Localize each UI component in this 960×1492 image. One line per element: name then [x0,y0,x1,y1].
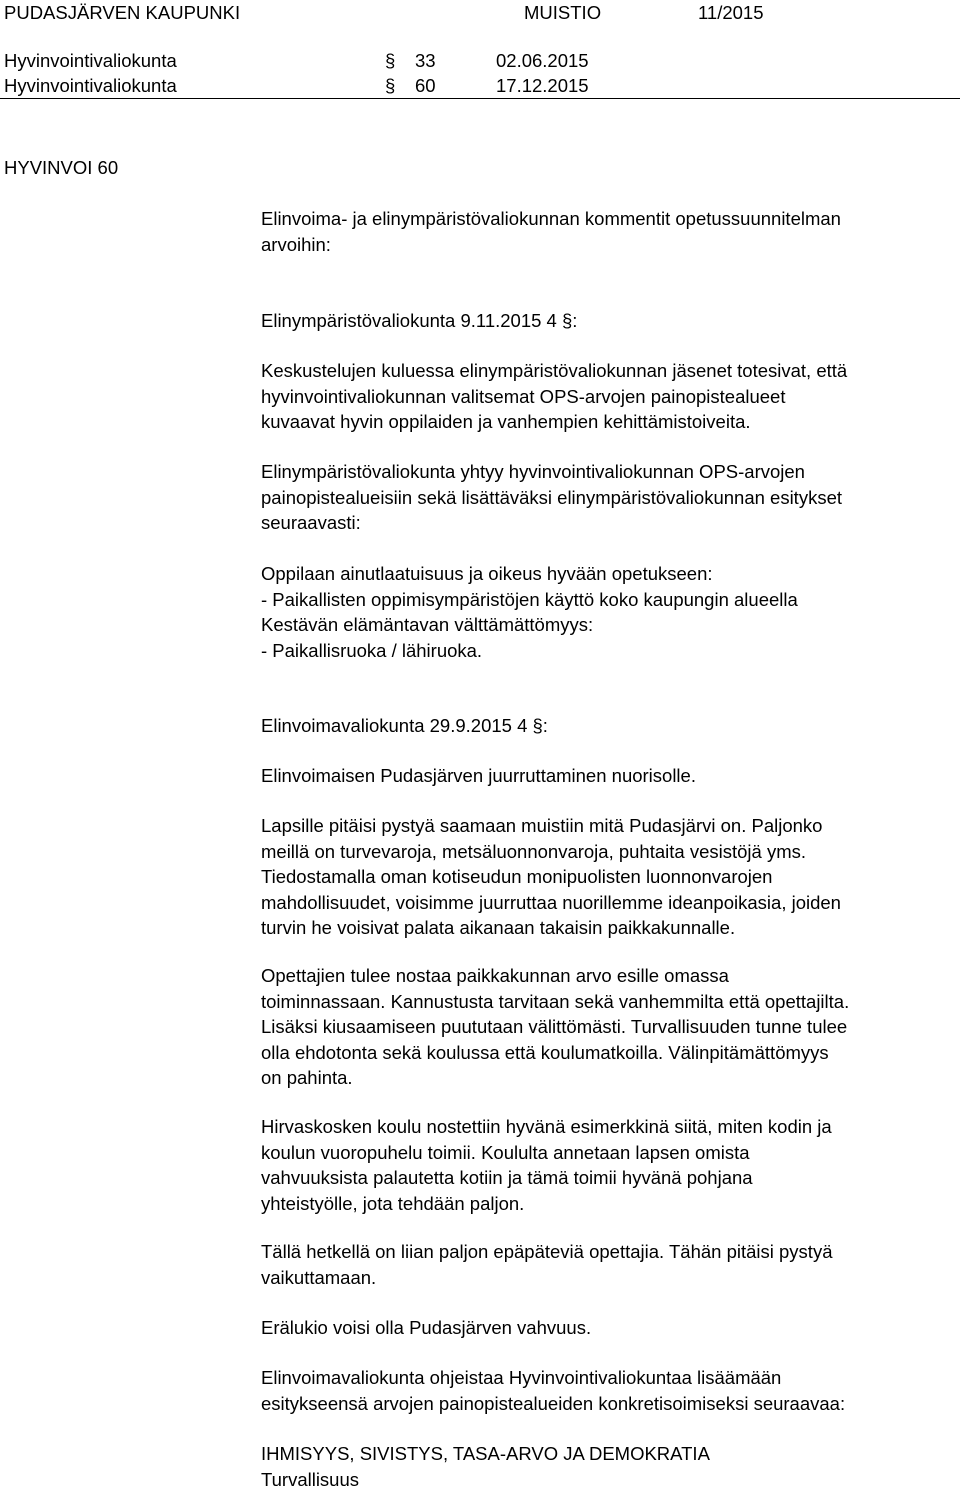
text-line: arvoihin: [261,232,955,258]
meeting-date: 17.12.2015 [496,73,589,98]
text-line: Elinvoimavaliokunta ohjeistaa Hyvinvointivaliokuntaa lisäämään [261,1365,955,1391]
text-line: painopistealueisiin sekä lisättäväksi elinympäristövaliokunnan esitykset [261,485,955,511]
paragraph [261,1315,955,1341]
text-line: Oppilaan ainutlaatuisuus ja oikeus hyvään opetukseen: [261,561,955,587]
text-line: Elinympäristövaliokunta 9.11.2015 4 §: [261,308,955,334]
text-line: toiminnassaan. Kannustusta tarvitaan sekä vanhemmilta että opettajilta. [261,989,955,1015]
text-line: IHMISYYS, SIVISTYS, TASA-ARVO JA DEMOKRATIA [261,1441,955,1467]
paragraph [261,206,955,257]
text-line: Erälukio voisi olla Pudasjärven vahvuus. [261,1315,955,1341]
text-line: - Paikallisten oppimisympäristöjen käyttö koko kaupungin alueella [261,587,955,613]
text-line: vaikuttamaan. [261,1265,955,1291]
text-line: mahdollisuudet, voisimme juurruttaa nuorillemme ideanpoikasia, joiden [261,890,955,916]
document-number: 11/2015 [698,0,764,25]
text-line: Lapsille pitäisi pystyä saamaan muistiin mitä Pudasjärvi on. Paljonko [261,813,955,839]
paragraph [261,1441,955,1492]
text-line: Keskustelujen kuluessa elinympäristövaliokunnan jäsenet totesivat, että [261,358,955,384]
paragraph [261,459,955,536]
text-line: meillä on turvevaroja, metsäluonnonvaroja, puhtaita vesistöjä yms. [261,839,955,865]
text-line: Opettajien tulee nostaa paikkakunnan arvo esille omassa [261,963,955,989]
paragraph [261,813,955,941]
text-line: kuvaavat hyvin oppilaiden ja vanhempien kehittämistoiveita. [261,409,955,435]
subheading [261,308,955,334]
meeting-body: Hyvinvointivaliokunta [4,48,177,73]
section-symbol: § [385,48,395,73]
text-line: Turvallisuus [261,1467,955,1492]
text-line: yhteistyölle, jota tehdään paljon. [261,1191,955,1217]
organization-name: PUDASJÄRVEN KAUPUNKI [4,0,240,25]
paragraph [261,963,955,1091]
subheading [261,713,955,739]
text-line: seuraavasti: [261,510,955,536]
text-line: Elinvoimavaliokunta 29.9.2015 4 §: [261,713,955,739]
text-line: Lisäksi kiusaamiseen puututaan välittömästi. Turvallisuuden tunne tulee [261,1014,955,1040]
text-line: Tiedostamalla oman kotiseudun monipuolisten luonnonvarojen [261,864,955,890]
text-line: hyvinvointivaliokunnan valitsemat OPS-arvojen painopistealueet [261,384,955,410]
text-line: koulun vuoropuhelu toimii. Koululta annetaan lapsen omista [261,1140,955,1166]
paragraph [261,358,955,435]
paragraph [261,1239,955,1290]
meeting-section: 60 [415,73,436,98]
meeting-body: Hyvinvointivaliokunta [4,73,177,98]
text-line: esitykseensä arvojen painopistealueiden konkretisoimiseksi seuraavaa: [261,1391,955,1417]
text-line: Elinvoimaisen Pudasjärven juurruttaminen nuorisolle. [261,763,955,789]
text-line: Kestävän elämäntavan välttämättömyys: [261,612,955,638]
header-divider [0,98,960,99]
text-line: Hirvaskosken koulu nostettiin hyvänä esimerkkinä siitä, miten kodin ja [261,1114,955,1140]
text-line: Elinvoima- ja elinympäristövaliokunnan kommentit opetussuunnitelman [261,206,955,232]
paragraph [261,1365,955,1416]
paragraph [261,763,955,789]
meeting-date: 02.06.2015 [496,48,589,73]
text-line: turvin he voisivat palata aikanaan takaisin paikkakunnalle. [261,915,955,941]
text-line: olla ehdotonta sekä koulussa että koulumatkoilla. Välinpitämättömyys [261,1040,955,1066]
paragraph [261,1114,955,1216]
meeting-section: 33 [415,48,436,73]
paragraph [261,561,955,663]
text-line: - Paikallisruoka / lähiruoka. [261,638,955,664]
document-type: MUISTIO [524,0,601,25]
text-line: Tällä hetkellä on liian paljon epäpäteviä opettajia. Tähän pitäisi pystyä [261,1239,955,1265]
text-line: vahvuuksista palautetta kotiin ja tämä toimii hyvänä pohjana [261,1165,955,1191]
section-identifier: HYVINVOI 60 [4,155,118,180]
text-line: Elinympäristövaliokunta yhtyy hyvinvointivaliokunnan OPS-arvojen [261,459,955,485]
section-symbol: § [385,73,395,98]
text-line: on pahinta. [261,1065,955,1091]
